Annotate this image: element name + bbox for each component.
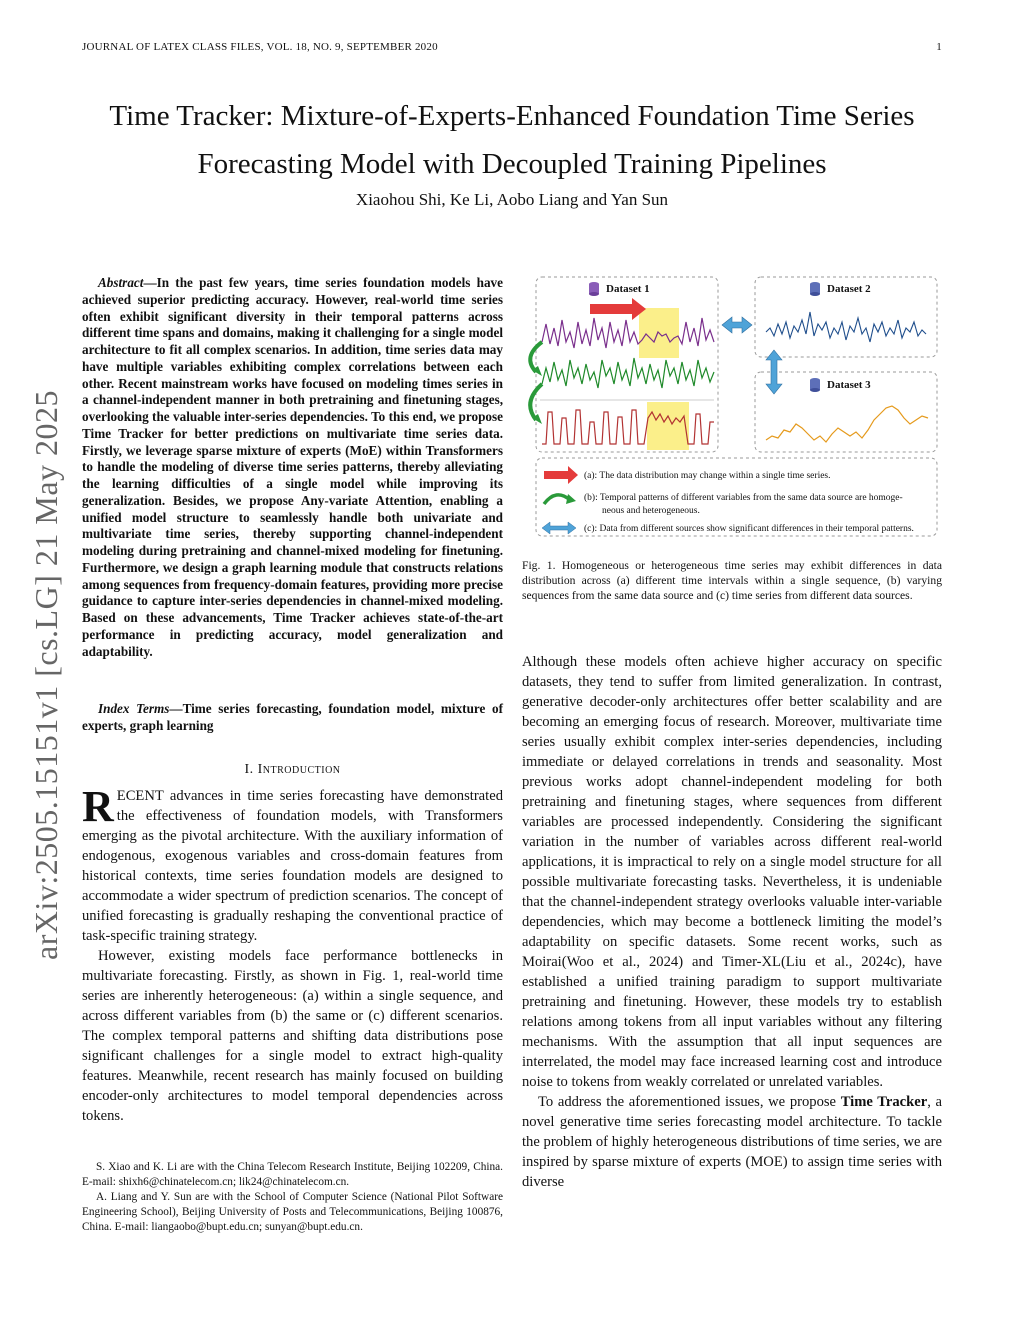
right-paragraph-2: To address the aforementioned issues, we propose Time Tracker, a novel generative time series forecasting model architecture. To tackle the problem of highly heterogeneous distributions of time series, we are inspired by sparse mixture of experts (MOE) to assign time series with diverse <box>522 1094 942 1190</box>
series-purple <box>542 318 714 348</box>
abstract <box>82 275 503 660</box>
legend-c: (c): Data from different sources show significant differences in their temporal patterns. <box>584 524 914 534</box>
database-icon-3 <box>810 378 820 392</box>
arrow-c-horizontal <box>722 317 752 333</box>
arrow-a-icon <box>590 298 646 320</box>
database-icon-2 <box>810 282 820 296</box>
footnote-2: A. Liang and Y. Sun are with the School of Computer Science (National Pilot Software Engineering School), Beijing University of Posts and Telecommunications, Beijing 100876, China. E-mail: liangaobo@bupt.edu.cn; sunyan@bupt.edu.cn. <box>82 1191 503 1233</box>
introduction <box>82 782 503 1126</box>
page-number: 1 <box>936 41 942 53</box>
series-blue <box>766 312 926 342</box>
arxiv-watermark: arXiv:2505.15151v1 [cs.LG] 21 May 2025 <box>28 389 64 960</box>
right-column-text <box>522 652 942 1192</box>
intro-paragraph-2: However, existing models face performance bottlenecks in multivariate forecasting. Firstly, as shown in Fig. 1, real-world time series are inherently heterogeneous: (a) within a single sequence, and across different variables from (b) the same or (c) different scenarios. The complex temporal patterns and shifting data distributions pose significant challenges for a single model to extract high-quality features. Meanwhile, recent research has mainly focused on building encoder-only architectures to model temporal dependencies across tokens. <box>82 948 503 1124</box>
dataset-2-label: Dataset 2 <box>827 283 871 295</box>
series-orange <box>766 406 928 442</box>
caption-label: Fig. 1. <box>522 559 556 572</box>
footnotes <box>82 1160 503 1235</box>
dataset-1-box <box>536 277 718 452</box>
figure-1-diagram <box>522 272 942 542</box>
arc-b-bottom <box>530 384 542 420</box>
abstract-label: Abstract <box>98 275 144 290</box>
highlight-red <box>647 402 689 450</box>
legend-arc-b-icon <box>544 495 570 504</box>
figure-1 <box>522 272 942 542</box>
footnote-1: S. Xiao and K. Li are with the China Telecom Research Institute, Beijing 102209, China. E-mail: shixh6@chinatelecom.cn; lik24@chinatelecom.cn. <box>82 1161 503 1188</box>
journal-name: JOURNAL OF LATEX CLASS FILES, VOL. 18, NO. 9, SEPTEMBER 2020 <box>82 41 438 53</box>
series-green <box>542 358 714 388</box>
section-number: I. <box>244 762 254 777</box>
intro-paragraph-1: RECENT advances in time series forecasting have demonstrated the effectiveness of foundation models, with Transformers emerging as the pivotal architecture. With the auxiliary information of endogenous, exogenous variables and cross-domain features from historical contexts, time series foundation models are designed to accommodate a wider spectrum of prediction scenarios. The concept of unified forecasting is gradually reshaping the conventional practice of task-specific training strategy. <box>82 782 503 944</box>
figure-caption <box>522 558 942 603</box>
database-icon <box>589 282 599 296</box>
legend-arrow-c-icon <box>542 522 576 534</box>
dataset-3-label: Dataset 3 <box>827 379 871 391</box>
paper-title: Time Tracker: Mixture-of-Experts-Enhanced Foundation Time Series Forecasting Model with Decoupled Training Pipelines <box>109 100 915 180</box>
model-name: Time Tracker <box>840 1094 928 1110</box>
index-terms-label: Index Terms <box>98 701 170 716</box>
caption-text: Homogeneous or heterogeneous time series may exhibit differences in data distribution across (a) different time intervals within a single sequence, (b) varying sequences from the same data source and (c) time series from different data sources. <box>522 559 942 602</box>
index-terms <box>82 701 503 735</box>
authors: Xiaohou Shi, Ke Li, Aobo Liang and Yan Sun <box>355 190 669 209</box>
index-terms-text: —Time series forecasting, foundation model, mixture of experts, graph learning <box>82 701 503 733</box>
legend-arrow-a-icon <box>544 466 578 484</box>
section-title: Introduction <box>257 762 341 777</box>
abstract-text: —In the past few years, time series foundation models have achieved superior predicting accuracy. However, real-world time series often exhibit significant diversity in their temporal patterns across different time spans and domains, making it challenging for a single model architecture to fit all complex scenarios. In addition, time series data may have multiple variables exhibiting complex correlations between each other. Recent mainstream works have focused on modeling times series in a channel-independent manner in both pretraining and finetuning stages, overlooking the valuable inter-series dependencies. To this end, we propose Time Tracker for better predictions on multivariate time series data. Firstly, we leverage sparse mixture of experts (MoE) within Transformers to handle the modeling of diverse time series patterns, thereby alleviating the learning difficulties of a single model while improving its generalization. Besides, we propose Any-variate Attention, enabling a unified model structure to seamlessly handle both univariate and multivariate time series, thereby supporting channel-independent modeling during pretraining and channel-mixed modeling for finetuning. Furthermore, we design a graph learning module that constructs relations among sequences from frequency-domain features, providing more precise guidance to capture inter-series dependencies in channel-mixed modeling. Based on these advancements, Time Tracker achieves state-of-the-art performance in predicting accuracy, model generalization and adaptability. <box>82 275 503 659</box>
drop-cap: R <box>82 782 114 831</box>
legend-b-line1: (b): Temporal patterns of different variables from the same data source are homoge- <box>584 493 903 503</box>
legend-b-line2: neous and heterogeneous. <box>602 506 700 516</box>
dataset-1-label: Dataset 1 <box>606 283 650 295</box>
legend-a: (a): The data distribution may change within a single time series. <box>584 471 831 481</box>
right-paragraph-1: Although these models often achieve higher accuracy on specific datasets, they tend to suffer from limited generalization. In contrast, generative decoder-only architectures offer better scalability and are becoming an emerging focus of research. Moreover, multivariate time series usually exhibit complex inter-series dependencies, including immediate or delayed correlations in trends and seasonality. Most previous works adopt channel-independent modeling for both pretraining and finetuning stages, where sequences from different variables are processed independently. Considering the significant variation in the number of variables across different real-world applications, it is impractical to rely on a single model structure for all possible multivariate forecasting tasks. Nevertheless, it is undeniable that the channel-independent strategy overlooks valuable inter-variable dependencies, which may become a bottleneck limiting the model’s adaptability on specific datasets. Some recent works, such as Moirai(Woo et al., 2024) and Timer-XL(Liu et al., 2024c), have established a unified training paradigm to support multivariate pretraining and finetuning. However, these models try to establish relations among tokens from all input variables without any filtering mechanisms. With the assumption that all input sequences are interrelated, the model may face increased learning cost and introduce noise to tokens from weakly correlated or unrelated variables. <box>522 654 942 1090</box>
section-heading <box>82 762 503 778</box>
